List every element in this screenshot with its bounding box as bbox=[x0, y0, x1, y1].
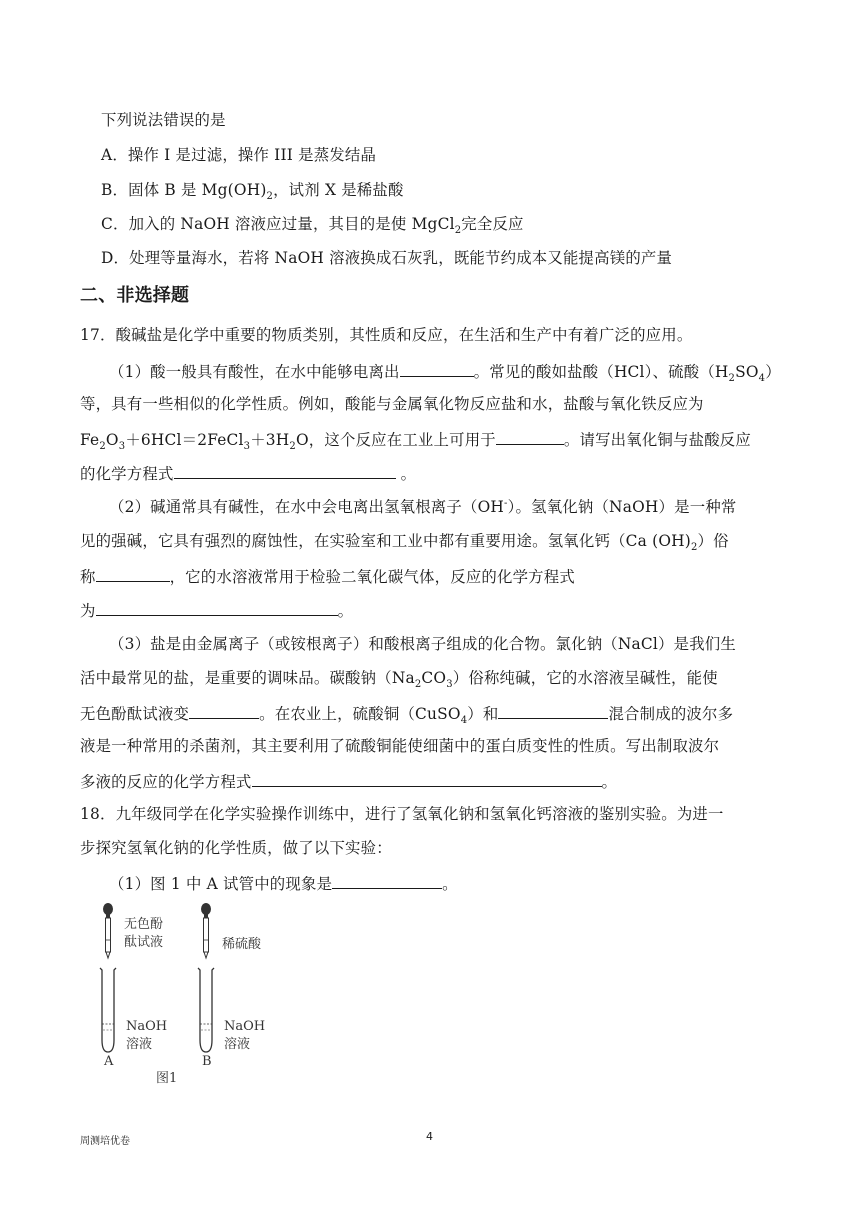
tube-b-label-1: NaOH bbox=[224, 1019, 266, 1034]
q17-part1-line4: 的化学方程式 。 bbox=[80, 462, 780, 484]
test-tube-a bbox=[100, 968, 116, 1052]
q17-stem: 17．酸碱盐是化学中重要的物质类别，其性质和反应，在生活和生产中有着广泛的应用。 bbox=[80, 326, 693, 344]
test-tube-b bbox=[198, 968, 214, 1052]
q17-part3-line4: 液是一种常用的杀菌剂，其主要利用了硫酸铜能使细菌中的蛋白质变性的性质。写出制取波尔 bbox=[80, 737, 720, 755]
answer-blank[interactable] bbox=[96, 565, 170, 582]
tube-a-label-1: NaOH bbox=[126, 1019, 168, 1034]
tube-a-label-2: 溶液 bbox=[126, 1037, 153, 1052]
answer-blank[interactable] bbox=[174, 462, 396, 479]
dropper-b-label: 稀硫酸 bbox=[222, 937, 262, 952]
option-c: C．加入的 NaOH 溶液应过量，其目的是使 MgCl$_2$完全反应 bbox=[101, 215, 524, 237]
tube-b-label-2: 溶液 bbox=[224, 1037, 251, 1052]
tube-b-letter: B bbox=[202, 1054, 212, 1069]
dropper-a-label-2: 酞试液 bbox=[124, 935, 164, 950]
tube-a-letter: A bbox=[104, 1054, 114, 1069]
q17-part1-line3: $Fe_2O_3+6HCl=2FeCl_3+3H_2O$，这个反应在工业上可用于 。请写出氧化铜与盐酸反应 bbox=[80, 428, 780, 450]
section-title: 二、非选择题 bbox=[80, 285, 190, 306]
dropper-b bbox=[201, 903, 211, 958]
answer-blank[interactable] bbox=[252, 770, 602, 787]
option-b: B．固体 B 是 $Mg(OH)_2$，试剂 X 是稀盐酸 bbox=[101, 181, 404, 203]
q18-stem-line1: 18．九年级同学在化学实验操作训练中，进行了氢氧化钠和氢氧化钙溶液的鉴别实验。为进一 bbox=[80, 805, 724, 823]
test-tube-figure bbox=[98, 900, 298, 1090]
answer-blank[interactable] bbox=[496, 428, 564, 445]
q17-part2-line2: 见的强碱，它具有强烈的腐蚀性，在实验室和工业中都有重要用途。氢氧化钙（Ca $(OH)_2$）俗 bbox=[80, 532, 729, 554]
option-a: A．操作 I 是过滤，操作 III 是蒸发结晶 bbox=[101, 146, 377, 164]
answer-blank[interactable] bbox=[332, 872, 442, 889]
q17-part2-line3: 称 ，它的水溶液常用于检验二氧化碳气体，反应的化学方程式 bbox=[80, 565, 780, 587]
answer-blank[interactable] bbox=[96, 599, 338, 616]
dropper-a bbox=[103, 903, 113, 958]
figure-caption: 图1 bbox=[156, 1071, 178, 1086]
dropper-a-label-1: 无色酚 bbox=[124, 917, 164, 932]
q17-part3-line3: 无色酚酞试液变 。在农业上，硫酸铜（CuSO$_4$）和 混合制成的波尔多 bbox=[80, 702, 780, 724]
q17-part3-line2: 活中最常见的盐，是重要的调味品。碳酸钠$(Na_2CO_3)$俗称纯碱，它的水溶液呈碱性，能使 bbox=[80, 669, 718, 691]
page-number: 4 bbox=[426, 1130, 433, 1143]
q17-part2-line1: （2）碱通常具有碱性，在水中会电离出氢氧根离子（OH-）。氢氧化钠（NaOH）是一种常 bbox=[109, 497, 737, 516]
q17-part3-line1: （3）盐是由金属离子（或铵根离子）和酸根离子组成的化合物。氯化钠（NaCl）是我们生 bbox=[109, 635, 736, 653]
option-d: D．处理等量海水，若将 NaOH 溶液换成石灰乳，既能节约成本又能提高镁的产量 bbox=[101, 249, 673, 267]
question-prompt: 下列说法错误的是 bbox=[101, 111, 226, 129]
q17-part1-line2: 等，具有一些相似的化学性质。例如，酸能与金属氧化物反应盐和水，盐酸与氧化铁反应为 bbox=[80, 395, 704, 413]
q18-stem-line2: 步探究氢氧化钠的化学性质，做了以下实验： bbox=[80, 839, 392, 857]
q17-part3-line5: 多液的反应的化学方程式 。 bbox=[80, 770, 780, 792]
q17-part1-line1: （1）酸一般具有酸性，在水中能够电离出 。常见的酸如盐酸（HCl）、硫酸$(H_2SO_4)$ bbox=[109, 360, 780, 382]
answer-blank[interactable] bbox=[498, 702, 608, 719]
q18-part1: （1）图 1 中 A 试管中的现象是 。 bbox=[109, 872, 780, 894]
q17-part2-line4: 为 。 bbox=[80, 599, 780, 621]
footer-title: 周测培优卷 bbox=[80, 1136, 130, 1147]
answer-blank[interactable] bbox=[189, 702, 259, 719]
answer-blank[interactable] bbox=[400, 360, 474, 377]
